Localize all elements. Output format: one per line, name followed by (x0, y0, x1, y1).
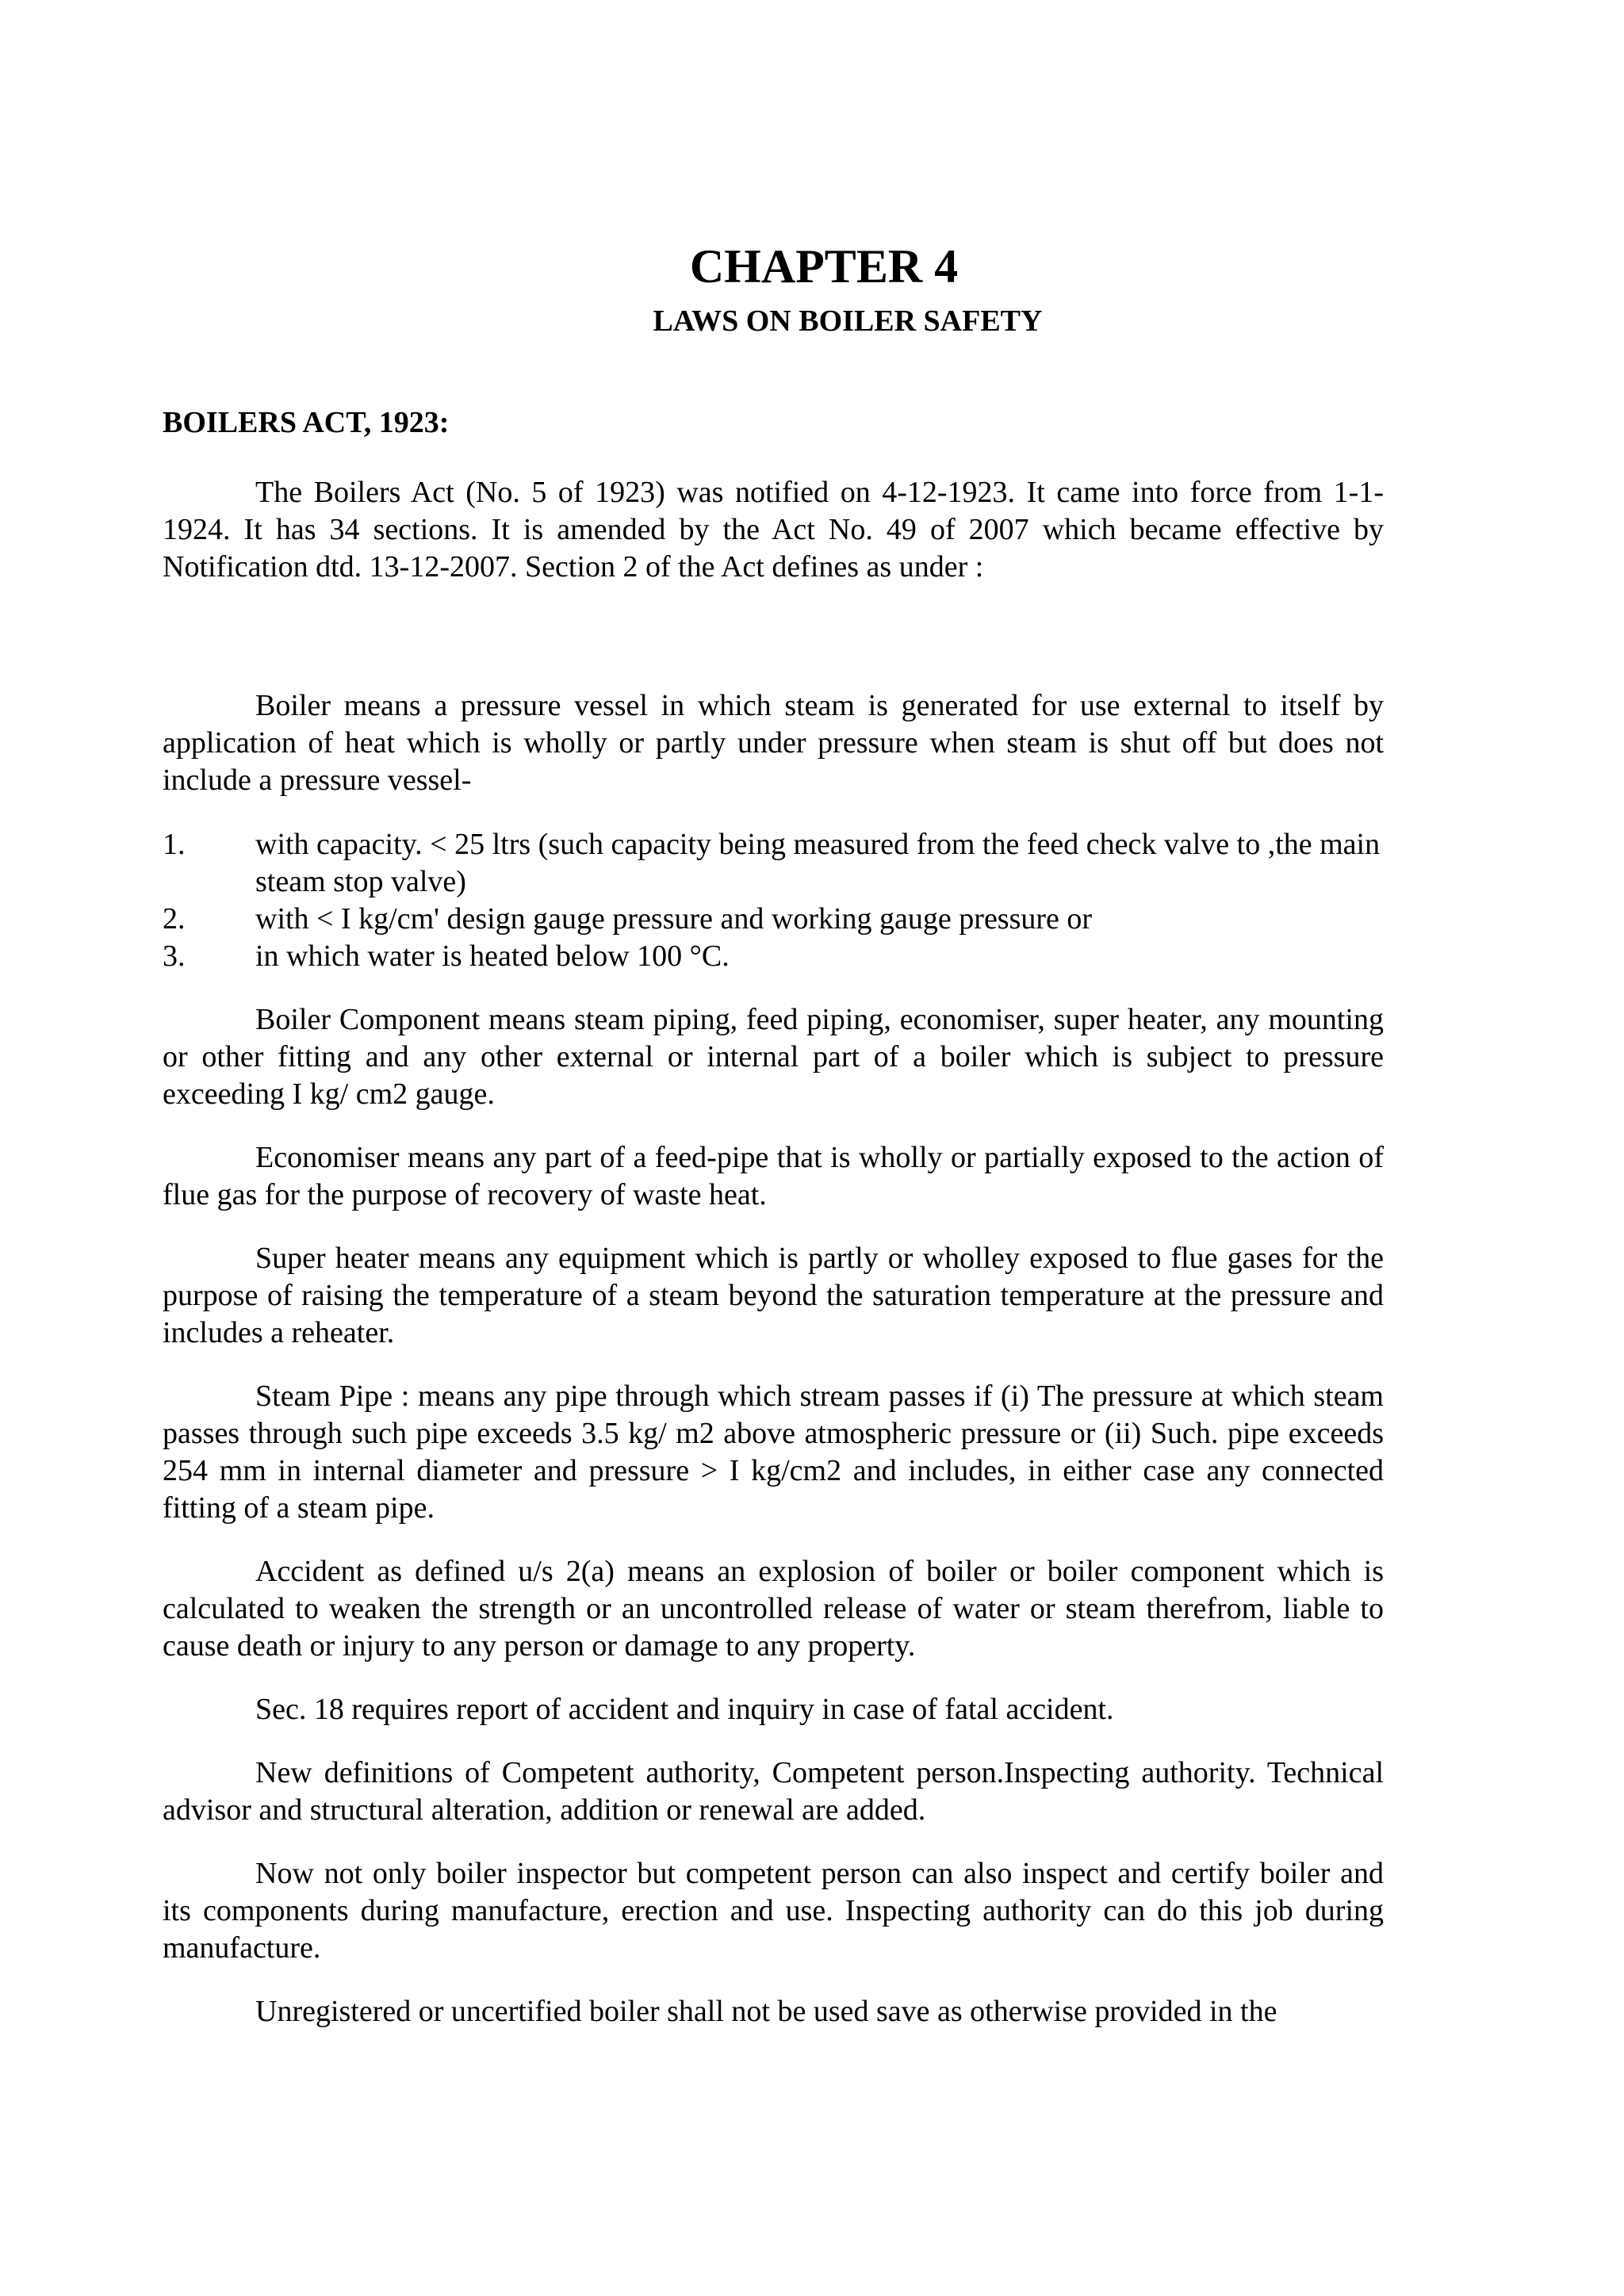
list-item-number: 1. (163, 828, 186, 861)
exclusion-list (163, 826, 1384, 975)
section-heading: BOILERS ACT, 1923: (163, 406, 450, 439)
paragraph-steam-pipe: Steam Pipe : means any pipe through which stream passes if (i) The pressure at which steam passes through such pipe exceeds 3.5 kg/ m2 above atmospheric pressure or (ii) Such. pipe exceeds 254 mm in internal diameter and pressure > I kg/cm2 and includes, in either case any connected fitting of a steam pipe. (163, 1380, 1384, 1525)
body-text (163, 474, 1384, 2030)
paragraph-accident: Accident as defined u/s 2(a) means an explosion of boiler or boiler component which is calculated to weaken the strength or an uncontrolled release of water or steam therefrom, liable to cause death or injury to any person or damage to any property. (163, 1555, 1384, 1663)
paragraph-competent-person: Now not only boiler inspector but competent person can also inspect and certify boiler and its components during manufacture, erection and use. Inspecting authority can do this job during manufacture. (163, 1857, 1384, 1965)
list-item-text: with < I kg/cm' design gauge pressure and working gauge pressure or (255, 902, 1093, 936)
list-item (163, 901, 1384, 938)
list-item (163, 826, 1384, 901)
list-item-number: 3. (163, 939, 186, 973)
paragraph-sec18: Sec. 18 requires report of accident and inquiry in case of fatal accident. (255, 1693, 1114, 1726)
list-item (163, 938, 1384, 975)
list-item-text: with capacity. < 25 ltrs (such capacity being measured from the feed check valve to ,the main steam stop valve) (255, 828, 1381, 898)
paragraph-economiser: Economiser means any part of a feed-pipe that is wholly or partially exposed to the action of flue gas for the purpose of recovery of waste heat. (163, 1141, 1384, 1211)
paragraph-boiler-component: Boiler Component means steam piping, feed piping, economiser, super heater, any mounting or other fitting and any other external or internal part of a boiler which is subject to pressure exceeding I kg/ cm2 gauge. (163, 1003, 1384, 1111)
paragraph-intro: The Boilers Act (No. 5 of 1923) was notified on 4-12-1923. It came into force from 1-1-1924. It has 34 sections. It is amended by the Act No. 49 of 2007 which became effective by Notification dtd. 13-12-2007. Section 2 of the Act defines as under : (163, 476, 1384, 584)
paragraph-boiler-definition: Boiler means a pressure vessel in which steam is generated for use external to itself by application of heat which is wholly or partly under pressure when steam is shut off but does not include a pressure vessel- (163, 689, 1384, 797)
list-item-text: in which water is heated below 100 °C. (255, 939, 730, 973)
chapter-title: CHAPTER 4 (689, 240, 959, 293)
paragraph-new-definitions: New definitions of Competent authority, Competent person.Inspecting authority. Technical advisor and structural alteration, addition or renewal are added. (163, 1756, 1384, 1827)
paragraph-unregistered: Unregistered or uncertified boiler shall not be used save as otherwise provided in the (255, 1995, 1277, 2028)
chapter-subtitle: LAWS ON BOILER SAFETY (653, 304, 1043, 338)
list-item-number: 2. (163, 902, 186, 936)
paragraph-super-heater: Super heater means any equipment which is partly or wholley exposed to flue gases for the purpose of raising the temperature of a steam beyond the saturation temperature at the pressure and includes a reheater. (163, 1242, 1384, 1349)
